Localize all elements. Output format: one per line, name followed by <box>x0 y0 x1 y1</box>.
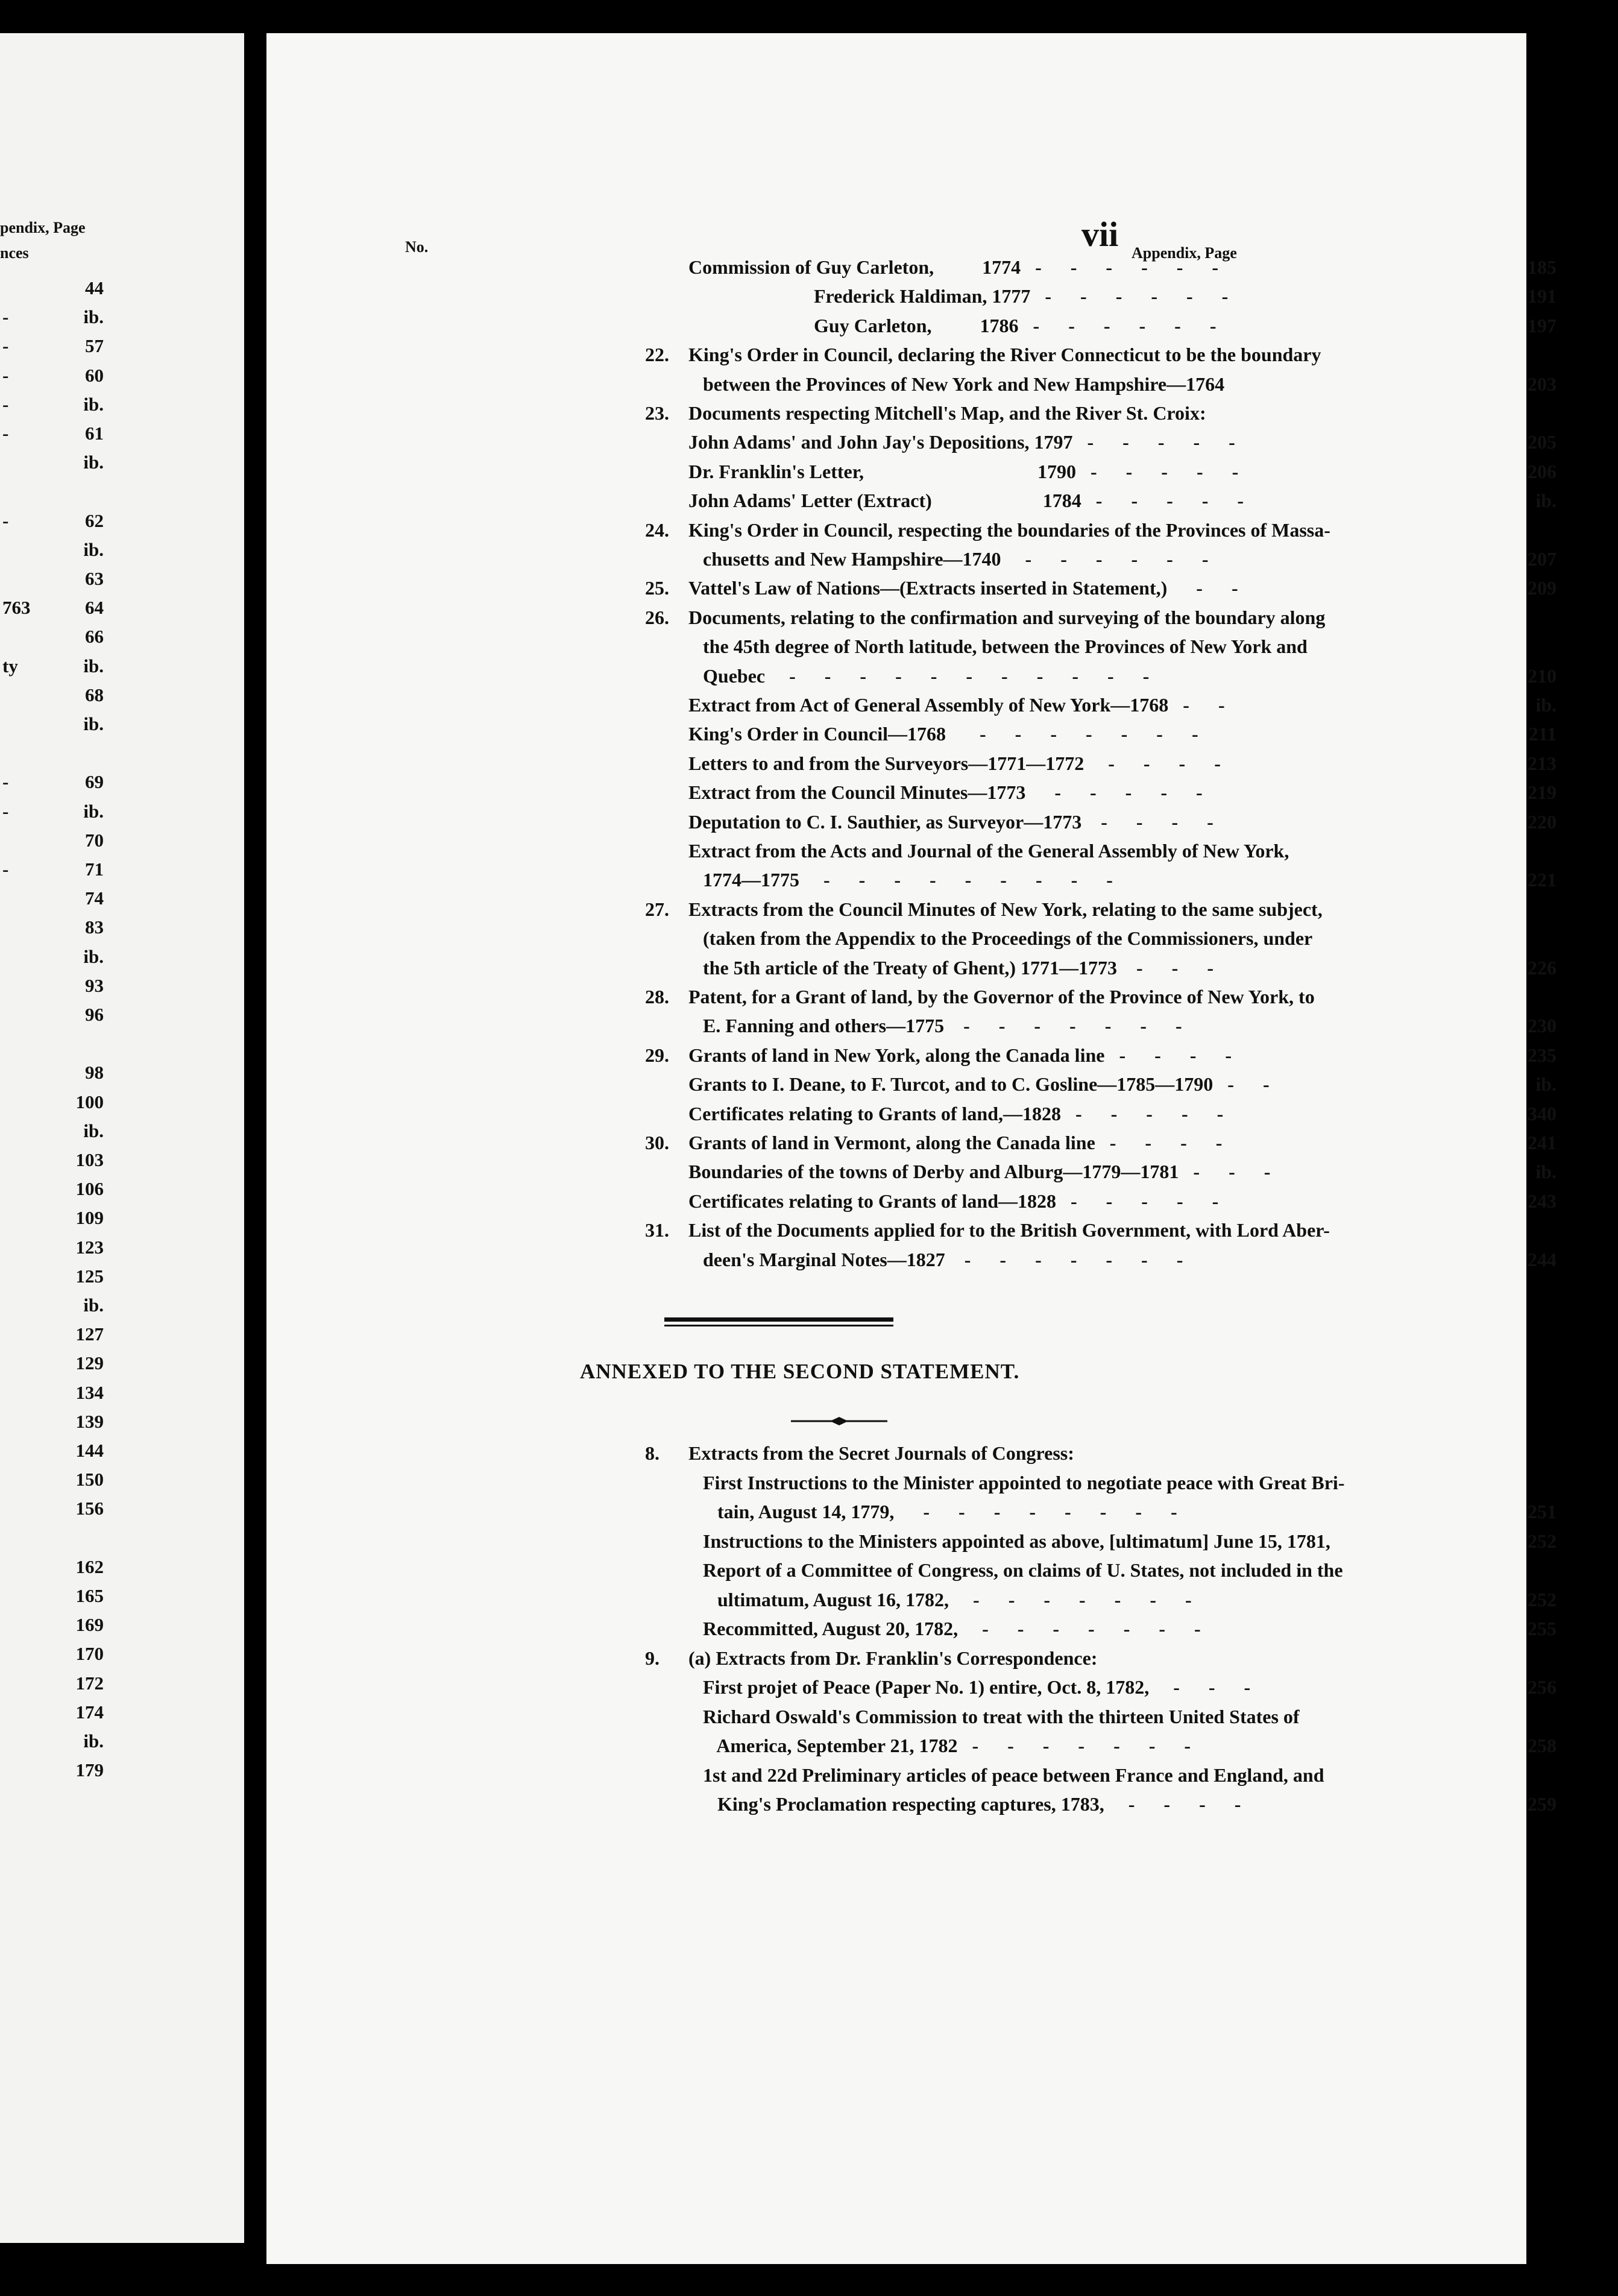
left-row-value: 170 <box>75 1643 104 1665</box>
left-index-row <box>0 539 109 566</box>
left-row-value: ib. <box>83 1120 104 1141</box>
entry-number: 27. <box>645 898 669 920</box>
left-row-value: 165 <box>75 1585 104 1606</box>
entry-title: Vattel's Law of Nations—(Extracts inserted in Statement,) - - <box>688 577 1238 599</box>
left-index-row <box>0 1643 109 1670</box>
entry-title: Letters to and from the Surveyors—1771—1772 - - - - <box>688 752 1221 774</box>
entry-title: Grants of land in Vermont, along the Canada line - - - - <box>688 1132 1223 1153</box>
entry-title: the 5th article of the Treaty of Ghent,) 1771—1773 - - - <box>688 956 1214 979</box>
entry-number: 26. <box>645 606 669 628</box>
entry-page: 206 <box>1528 460 1557 482</box>
left-row-value: 103 <box>75 1149 104 1170</box>
left-row-value: 169 <box>75 1614 104 1636</box>
left-row-value: ib. <box>83 306 104 328</box>
entry-page: 219 <box>1528 781 1557 804</box>
left-index-row <box>0 713 109 740</box>
divider-rule-thin <box>664 1325 893 1326</box>
entry-title: Documents respecting Mitchell's Map, and the River St. Croix: <box>688 402 1206 424</box>
left-index-row <box>0 888 109 915</box>
entry-title: Extract from the Acts and Journal of the General Assembly of New York, <box>688 840 1289 862</box>
entry-page: 197 <box>1528 314 1557 336</box>
section-ornament <box>791 1415 887 1427</box>
entry-page: 207 <box>1528 548 1557 570</box>
left-row-value: ib. <box>83 945 104 967</box>
entry-title: Documents, relating to the confirmation and surveying of the boundary along <box>688 606 1326 628</box>
left-row-value: 106 <box>75 1178 104 1200</box>
entry-page: 243 <box>1528 1190 1557 1212</box>
left-index-row <box>0 277 109 304</box>
left-index-row <box>0 1759 109 1787</box>
left-row-value: ib. <box>83 538 104 560</box>
left-row-value: 60 <box>85 364 104 386</box>
entry-number: 24. <box>645 519 669 541</box>
left-row-label: - <box>2 859 9 880</box>
entry-title: First Instructions to the Minister appointed to negotiate peace with Great Bri- <box>688 1471 1345 1493</box>
entry-page: 185 <box>1528 256 1557 278</box>
left-index-row <box>0 1673 109 1700</box>
entry-page: 244 <box>1528 1248 1557 1270</box>
entry-number: 8. <box>645 1442 659 1464</box>
column-header-appendix-page: Appendix, Page <box>1132 244 1237 262</box>
left-row-label: - <box>2 335 9 357</box>
entry-title: tain, August 14, 1779, - - - - - - - - <box>688 1501 1177 1522</box>
left-index-row <box>0 626 109 653</box>
entry-page: 221 <box>1528 869 1557 891</box>
entry-number: 28. <box>645 986 669 1008</box>
left-row-label: - <box>2 423 9 444</box>
entry-page: 235 <box>1528 1044 1557 1066</box>
entry-title: First projet of Peace (Paper No. 1) entire, Oct. 8, 1782, - - - <box>688 1676 1251 1698</box>
left-index-row <box>0 1352 109 1380</box>
left-row-label: - <box>2 771 9 793</box>
entry-page: 230 <box>1528 1015 1557 1037</box>
left-row-label: - <box>2 306 9 328</box>
page-number: vii <box>1081 215 1119 254</box>
left-row-value: 150 <box>75 1469 104 1490</box>
left-row-label: ty <box>2 655 18 676</box>
entry-page: 203 <box>1528 373 1557 395</box>
left-row-value: 64 <box>85 597 104 619</box>
left-index-row <box>0 1004 109 1031</box>
entry-title: Extracts from the Council Minutes of New York, relating to the same subject, <box>688 898 1323 920</box>
left-row-value: ib. <box>83 452 104 473</box>
entry-page: 251 <box>1528 1501 1557 1522</box>
entry-title: Commission of Guy Carleton, 1774 - - - - - - <box>688 256 1219 278</box>
left-index-row <box>0 423 109 450</box>
left-row-value: ib. <box>83 655 104 676</box>
entry-title: Extracts from the Secret Journals of Congress: <box>688 1442 1074 1464</box>
left-index-row <box>0 481 109 508</box>
left-row-value: 68 <box>85 684 104 705</box>
left-index-row <box>0 335 109 362</box>
left-index-row <box>0 510 109 537</box>
column-header-no: No. <box>405 238 429 256</box>
entry-number: 25. <box>645 577 669 599</box>
entry-title: Instructions to the Ministers appointed as above, [ultimatum] June 15, 1781, <box>688 1530 1330 1552</box>
left-row-value: ib. <box>83 1730 104 1752</box>
entry-title: (taken from the Appendix to the Proceedings of the Commissioners, under <box>688 927 1313 950</box>
left-index-row <box>0 975 109 1002</box>
entry-title: between the Provinces of New York and New Hampshire—1764 <box>688 373 1225 395</box>
left-header: pendix, Page <box>0 219 86 236</box>
left-index-row <box>0 568 109 595</box>
left-index-row <box>0 1585 109 1612</box>
entry-title: Guy Carleton, 1786 - - - - - - <box>688 314 1217 336</box>
left-row-value: 70 <box>85 829 104 851</box>
entry-title: the 45th degree of North latitude, between the Provinces of New York and <box>688 636 1308 658</box>
entry-page: 191 <box>1528 285 1557 308</box>
entry-number: 30. <box>645 1132 669 1153</box>
left-row-value: 134 <box>75 1381 104 1403</box>
entry-title: Recommitted, August 20, 1782, - - - - - - - <box>688 1618 1201 1639</box>
left-index-row <box>0 1469 109 1496</box>
entry-page: ib. <box>1535 1161 1557 1183</box>
entry-title: America, September 21, 1782 - - - - - - - <box>688 1735 1191 1756</box>
left-index-row <box>0 1091 109 1118</box>
left-row-value: 69 <box>85 771 104 793</box>
entry-page: 213 <box>1528 752 1557 774</box>
left-row-value: ib. <box>83 713 104 734</box>
left-index-row <box>0 394 109 421</box>
entry-title: ultimatum, August 16, 1782, - - - - - - - <box>688 1588 1192 1610</box>
left-row-label: - <box>2 364 9 386</box>
entry-page: 340 <box>1528 1102 1557 1124</box>
entry-title: Patent, for a Grant of land, by the Governor of the Province of New York, to <box>688 986 1315 1008</box>
entry-title: 1st and 22d Preliminary articles of peace between France and England, and <box>688 1764 1324 1786</box>
left-index-row <box>0 916 109 944</box>
left-index-row <box>0 1033 109 1060</box>
left-index-row <box>0 859 109 886</box>
left-row-value: ib. <box>83 393 104 415</box>
entry-title: Deputation to C. I. Sauthier, as Surveyor—1773 - - - - <box>688 810 1214 833</box>
entry-title: Richard Oswald's Commission to treat with the thirteen United States of <box>688 1705 1300 1727</box>
left-index-row <box>0 1730 109 1758</box>
left-row-value: 139 <box>75 1410 104 1432</box>
entry-page: 210 <box>1528 664 1557 687</box>
entry-title: John Adams' Letter (Extract) 1784 - - - - - <box>688 490 1244 512</box>
left-row-value: 179 <box>75 1759 104 1781</box>
left-index-row <box>0 597 109 624</box>
left-index-row <box>0 1178 109 1205</box>
entry-title: King's Order in Council—1768 - - - - - - - <box>688 723 1198 745</box>
left-row-value: 93 <box>85 974 104 996</box>
left-row-value: 63 <box>85 568 104 589</box>
left-row-value: 109 <box>75 1207 104 1229</box>
entry-title: (a) Extracts from Dr. Franklin's Correspondence: <box>688 1647 1098 1669</box>
left-index-row <box>0 1295 109 1322</box>
left-index-row <box>0 742 109 769</box>
left-index-row <box>0 1207 109 1234</box>
entry-number: 31. <box>645 1219 669 1241</box>
left-index-row <box>0 306 109 333</box>
left-index-row <box>0 946 109 973</box>
entry-title: King's Order in Council, declaring the River Connecticut to be the boundary <box>688 344 1321 366</box>
left-index-row <box>0 1440 109 1467</box>
left-page <box>0 33 244 2243</box>
entry-title: List of the Documents applied for to the British Government, with Lord Aber- <box>688 1219 1330 1241</box>
left-subheader: nces <box>0 244 29 262</box>
right-page <box>266 33 1557 2264</box>
left-index-row <box>0 1382 109 1409</box>
left-index-row <box>0 801 109 828</box>
entry-title: chusetts and New Hampshire—1740 - - - - - - <box>688 548 1209 570</box>
left-row-value: 162 <box>75 1556 104 1577</box>
left-row-value: 144 <box>75 1440 104 1461</box>
left-row-label: - <box>2 393 9 415</box>
left-index-row <box>0 1120 109 1147</box>
left-row-value: 62 <box>85 509 104 531</box>
left-row-value: 125 <box>75 1265 104 1287</box>
entry-title: Certificates relating to Grants of land—1828 - - - - - <box>688 1190 1219 1212</box>
entry-page: 258 <box>1528 1735 1557 1756</box>
entry-title: Dr. Franklin's Letter, 1790 - - - - - <box>688 460 1239 482</box>
entry-number: 29. <box>645 1044 669 1066</box>
left-index-row <box>0 452 109 479</box>
left-row-label: 763 <box>2 597 31 619</box>
entry-page: 226 <box>1528 956 1557 979</box>
entry-title: Report of a Committee of Congress, on claims of U. States, not included in the <box>688 1559 1343 1581</box>
entry-title: deen's Marginal Notes—1827 - - - - - - - <box>688 1248 1183 1270</box>
left-row-value: 61 <box>85 423 104 444</box>
entry-page: 211 <box>1528 723 1557 745</box>
left-row-value: ib. <box>83 800 104 822</box>
left-index-row <box>0 1062 109 1089</box>
entry-title: King's Proclamation respecting captures, 1783, - - - - <box>688 1793 1241 1815</box>
entry-page: 252 <box>1528 1530 1557 1552</box>
left-index-row <box>0 1411 109 1438</box>
left-index-row <box>0 1614 109 1641</box>
entry-page: ib. <box>1535 490 1557 512</box>
entry-page: ib. <box>1535 694 1557 716</box>
entry-page: 256 <box>1528 1676 1557 1698</box>
entry-page: 252 <box>1528 1588 1557 1610</box>
left-row-value: 174 <box>75 1701 104 1723</box>
section-heading: ANNEXED TO THE SECOND STATEMENT. <box>580 1360 1020 1383</box>
entry-title: Extract from the Council Minutes—1773 - - - - - <box>688 781 1203 804</box>
left-row-value: 129 <box>75 1352 104 1374</box>
left-index-row <box>0 684 109 711</box>
left-row-value: 57 <box>85 335 104 357</box>
entry-page: 209 <box>1528 577 1557 599</box>
left-row-value: 123 <box>75 1236 104 1258</box>
entry-page: 259 <box>1528 1793 1557 1815</box>
entry-title: Grants to I. Deane, to F. Turcot, and to C. Gosline—1785—1790 - - <box>688 1073 1270 1096</box>
entry-page: 255 <box>1528 1618 1557 1639</box>
entry-title: Boundaries of the towns of Derby and Alburg—1779—1781 - - - <box>688 1161 1271 1183</box>
entry-title: E. Fanning and others—1775 - - - - - - - <box>688 1015 1182 1037</box>
left-index-row <box>0 1498 109 1525</box>
entry-title: Extract from Act of General Assembly of New York—1768 - - <box>688 694 1225 716</box>
left-row-value: 83 <box>85 916 104 938</box>
entry-title: King's Order in Council, respecting the boundaries of the Provinces of Massa- <box>688 519 1330 541</box>
entry-page: 205 <box>1528 431 1557 453</box>
left-row-value: 66 <box>85 626 104 648</box>
entry-number: 23. <box>645 402 669 424</box>
left-index-row <box>0 1527 109 1554</box>
entry-title: Quebec - - - - - - - - - - - <box>688 664 1150 687</box>
entry-title: Grants of land in New York, along the Canada line - - - - <box>688 1044 1232 1066</box>
left-row-value: 156 <box>75 1498 104 1519</box>
left-row-label: - <box>2 509 9 531</box>
entry-title: John Adams' and John Jay's Depositions, 1797 - - - - - <box>688 431 1235 453</box>
left-row-value: 98 <box>85 1062 104 1083</box>
left-index-row <box>0 830 109 857</box>
left-row-value: 74 <box>85 888 104 909</box>
divider-rule-thick <box>664 1317 893 1322</box>
entry-number: 22. <box>645 344 669 366</box>
left-row-value: 172 <box>75 1672 104 1694</box>
left-index-row <box>0 655 109 683</box>
left-row-value: 44 <box>85 277 104 298</box>
left-row-value: 127 <box>75 1323 104 1345</box>
entry-page: ib. <box>1535 1073 1557 1096</box>
left-index-row <box>0 1266 109 1293</box>
left-index-row <box>0 1702 109 1729</box>
left-index-row <box>0 1556 109 1583</box>
left-index-row <box>0 1237 109 1264</box>
left-row-value: 96 <box>85 1004 104 1025</box>
entry-page: 241 <box>1528 1132 1557 1153</box>
left-row-value: 100 <box>75 1091 104 1112</box>
ornament-icon <box>791 1415 887 1427</box>
left-row-value: ib. <box>83 1295 104 1316</box>
left-index-row <box>0 1149 109 1176</box>
entry-title: 1774—1775 - - - - - - - - - <box>688 869 1113 891</box>
left-index-row <box>0 365 109 392</box>
left-index-row <box>0 771 109 798</box>
left-row-value: 71 <box>85 859 104 880</box>
entry-title: Certificates relating to Grants of land,—1828 - - - - - <box>688 1102 1224 1124</box>
left-index-row <box>0 1323 109 1351</box>
entry-title: Frederick Haldiman, 1777 - - - - - - <box>688 285 1229 308</box>
entry-number: 9. <box>645 1647 659 1669</box>
left-row-label: - <box>2 800 9 822</box>
entry-page: 220 <box>1528 810 1557 833</box>
